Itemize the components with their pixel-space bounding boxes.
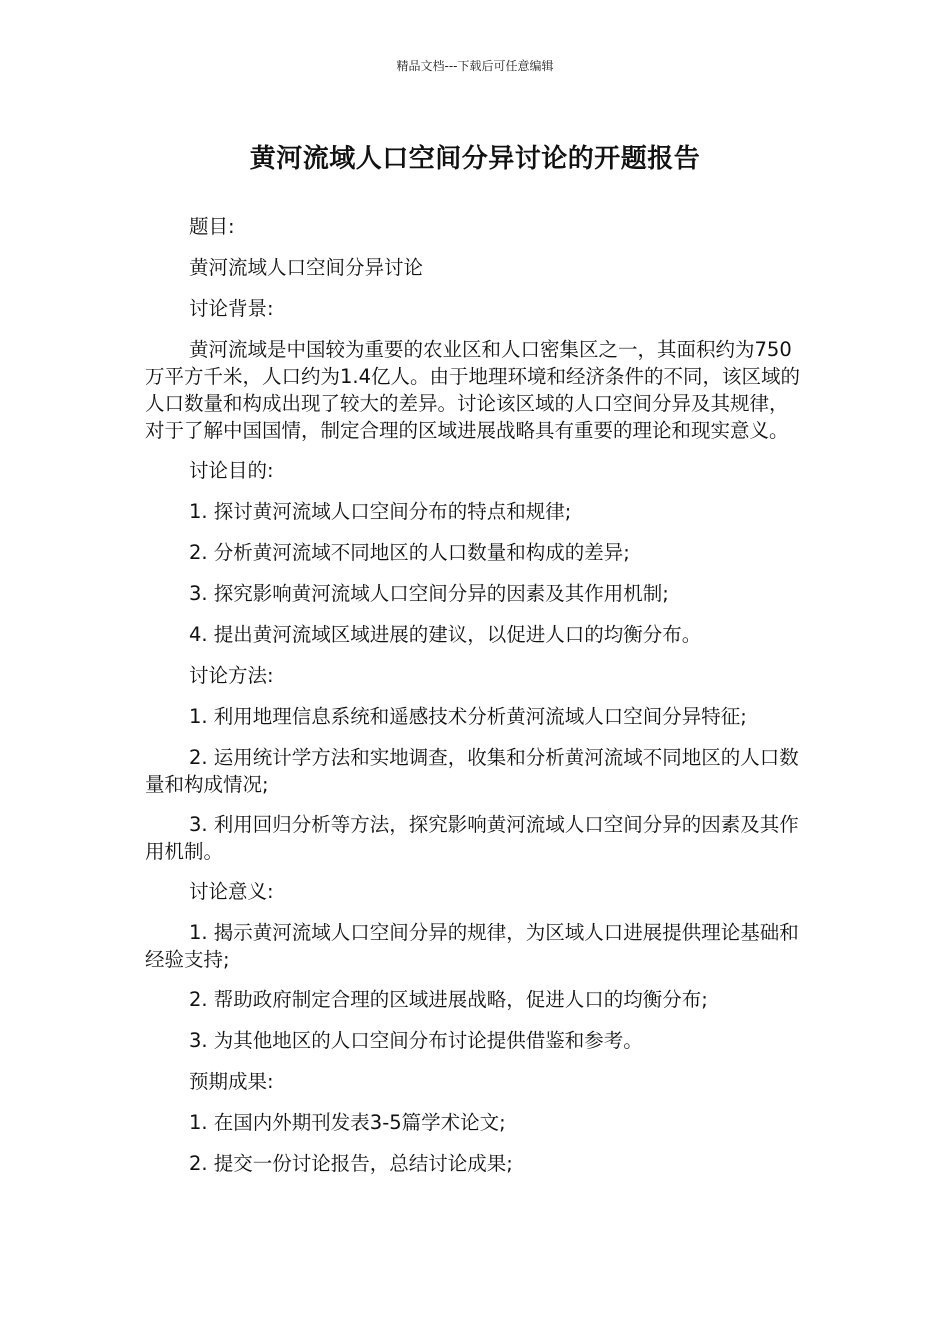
heading-background: 讨论背景: [189, 297, 274, 320]
purpose-item: 3. 探究影响黄河流域人口空间分异的因素及其作用机制; [189, 582, 669, 605]
purpose-item: 4. 提出黄河流域区域进展的建议，以促进人口的均衡分布。 [189, 623, 702, 646]
outcome-item: 1. 在国内外期刊发表3-5篇学术论文; [189, 1111, 506, 1134]
topic-text: 黄河流域人口空间分异讨论 [189, 256, 424, 279]
purpose-item: 1. 探讨黄河流域人口空间分布的特点和规律; [189, 500, 572, 523]
purpose-item: 2. 分析黄河流域不同地区的人口数量和构成的差异; [189, 541, 630, 564]
heading-purpose: 讨论目的: [189, 459, 274, 482]
heading-outcomes: 预期成果: [189, 1070, 274, 1093]
significance-item: 1. 揭示黄河流域人口空间分异的规律，为区域人口进展提供理论基础和经验支持; [145, 921, 799, 971]
method-item: 2. 运用统计学方法和实地调查，收集和分析黄河流域不同地区的人口数量和构成情况; [145, 746, 799, 796]
outcome-item: 2. 提交一份讨论报告，总结讨论成果; [189, 1152, 513, 1175]
header-note: 精品文档---下载后可任意编辑 [396, 59, 554, 73]
document-body [145, 213, 800, 1191]
significance-item: 2. 帮助政府制定合理的区域进展战略，促进人口的均衡分布; [189, 988, 708, 1011]
heading-topic: 题目: [189, 215, 235, 238]
document-title: 黄河流域人口空间分异讨论的开题报告 [249, 144, 701, 174]
significance-item: 3. 为其他地区的人口空间分布讨论提供借鉴和参考。 [189, 1029, 643, 1052]
method-item: 3. 利用回归分析等方法，探究影响黄河流域人口空间分异的因素及其作用机制。 [145, 813, 799, 863]
background-text: 黄河流域是中国较为重要的农业区和人口密集区之一，其面积约为750万平方千米，人口约为1.4亿人。由于地理环境和经济条件的不同，该区域的人口数量和构成出现了较大的差异。讨论该区域的人口空间分异及其规律，对于了解中国国情，制定合理的区域进展战略具有重要的理论和现实意义。 [145, 338, 801, 442]
method-item: 1. 利用地理信息系统和遥感技术分析黄河流域人口空间分异特征; [189, 705, 747, 728]
heading-significance: 讨论意义: [189, 880, 274, 903]
heading-method: 讨论方法: [189, 664, 274, 687]
